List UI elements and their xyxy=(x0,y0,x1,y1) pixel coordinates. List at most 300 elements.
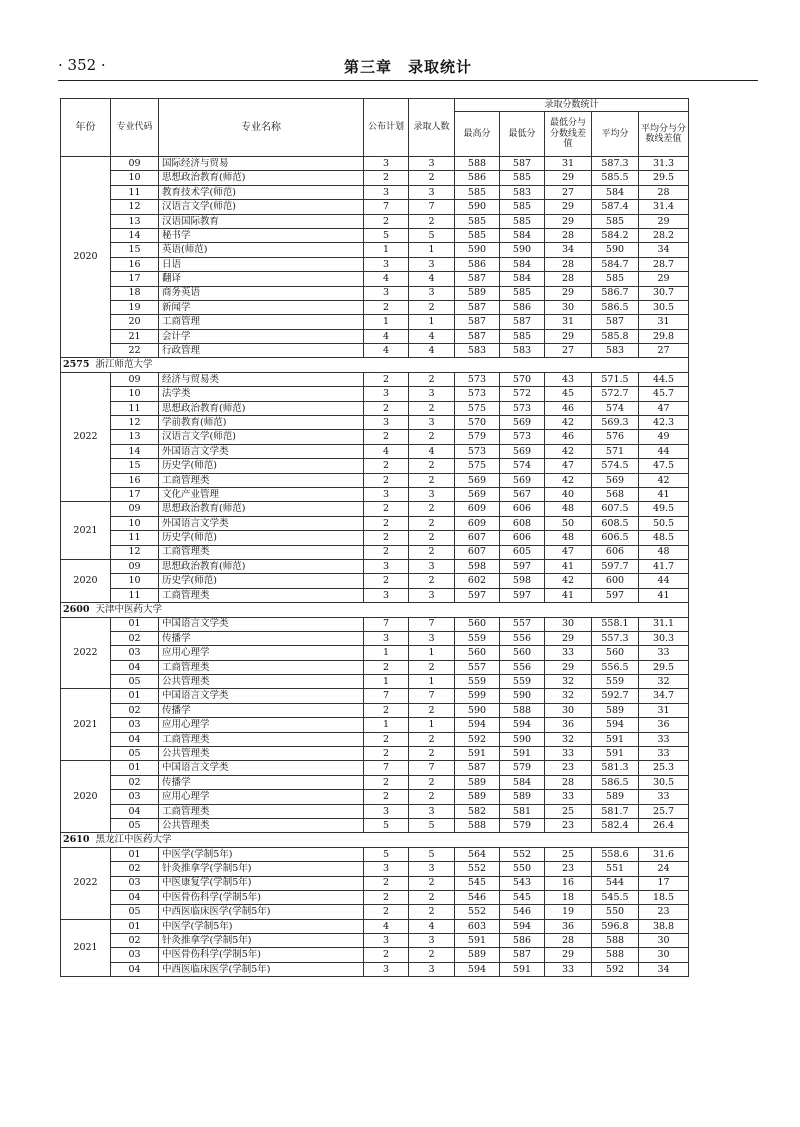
code-cell: 11 xyxy=(111,588,159,602)
year-cell: 2021 xyxy=(61,689,111,761)
name-cell: 中医学(学制5年) xyxy=(159,919,364,933)
plan-cell: 2 xyxy=(364,747,409,761)
admission-table xyxy=(60,98,689,977)
max-cell: 583 xyxy=(455,344,500,358)
min-diff-cell: 33 xyxy=(545,747,592,761)
admitted-cell: 3 xyxy=(409,934,455,948)
min-diff-cell: 32 xyxy=(545,689,592,703)
max-cell: 607 xyxy=(455,545,500,559)
name-cell: 思想政治教育(师范) xyxy=(159,171,364,185)
table-row xyxy=(61,675,689,689)
name-cell: 工商管理类 xyxy=(159,473,364,487)
max-cell: 570 xyxy=(455,416,500,430)
min-diff-cell: 30 xyxy=(545,703,592,717)
avg-diff-cell: 31 xyxy=(639,315,689,329)
code-cell: 01 xyxy=(111,761,159,775)
avg-diff-cell: 32 xyxy=(639,675,689,689)
min-diff-cell: 48 xyxy=(545,502,592,516)
code-cell: 13 xyxy=(111,214,159,228)
avg-diff-cell: 31.1 xyxy=(639,617,689,631)
code-cell: 12 xyxy=(111,416,159,430)
name-cell: 工商管理类 xyxy=(159,545,364,559)
code-cell: 09 xyxy=(111,559,159,573)
min-cell: 579 xyxy=(500,818,545,832)
table-row xyxy=(61,574,689,588)
min-cell: 597 xyxy=(500,588,545,602)
table-row xyxy=(61,387,689,401)
table-row xyxy=(61,660,689,674)
avg-cell: 584.7 xyxy=(592,257,639,271)
min-cell: 579 xyxy=(500,761,545,775)
table-body xyxy=(61,157,689,977)
min-diff-cell: 42 xyxy=(545,574,592,588)
min-cell: 584 xyxy=(500,228,545,242)
name-cell: 思想政治教育(师范) xyxy=(159,559,364,573)
plan-cell: 1 xyxy=(364,243,409,257)
min-cell: 585 xyxy=(500,214,545,228)
min-diff-cell: 48 xyxy=(545,531,592,545)
avg-diff-cell: 26.4 xyxy=(639,818,689,832)
admitted-cell: 2 xyxy=(409,890,455,904)
code-cell: 11 xyxy=(111,401,159,415)
avg-diff-cell: 29.8 xyxy=(639,329,689,343)
plan-cell: 3 xyxy=(364,934,409,948)
min-cell: 586 xyxy=(500,300,545,314)
min-cell: 597 xyxy=(500,559,545,573)
min-cell: 585 xyxy=(500,171,545,185)
name-cell: 工商管理类 xyxy=(159,588,364,602)
code-cell: 15 xyxy=(111,243,159,257)
max-cell: 589 xyxy=(455,790,500,804)
avg-cell: 588 xyxy=(592,948,639,962)
name-cell: 公共管理类 xyxy=(159,818,364,832)
plan-cell: 2 xyxy=(364,502,409,516)
admitted-cell: 3 xyxy=(409,416,455,430)
avg-diff-cell: 49.5 xyxy=(639,502,689,516)
avg-diff-cell: 24 xyxy=(639,862,689,876)
header-avg: 平均分 xyxy=(592,112,639,157)
admitted-cell: 2 xyxy=(409,372,455,386)
year-cell: 2020 xyxy=(61,157,111,358)
admitted-cell: 2 xyxy=(409,545,455,559)
min-diff-cell: 23 xyxy=(545,818,592,832)
name-cell: 法学类 xyxy=(159,387,364,401)
table-row xyxy=(61,718,689,732)
plan-cell: 2 xyxy=(364,300,409,314)
min-cell: 570 xyxy=(500,372,545,386)
admitted-cell: 2 xyxy=(409,473,455,487)
max-cell: 587 xyxy=(455,300,500,314)
max-cell: 591 xyxy=(455,934,500,948)
avg-diff-cell: 41.7 xyxy=(639,559,689,573)
max-cell: 552 xyxy=(455,862,500,876)
avg-cell: 558.1 xyxy=(592,617,639,631)
header-code: 专业代码 xyxy=(111,99,159,157)
code-cell: 15 xyxy=(111,459,159,473)
min-diff-cell: 19 xyxy=(545,905,592,919)
name-cell: 针灸推拿学(学制5年) xyxy=(159,934,364,948)
min-cell: 590 xyxy=(500,689,545,703)
avg-diff-cell: 27 xyxy=(639,344,689,358)
max-cell: 592 xyxy=(455,732,500,746)
avg-diff-cell: 17 xyxy=(639,876,689,890)
max-cell: 603 xyxy=(455,919,500,933)
min-cell: 591 xyxy=(500,747,545,761)
name-cell: 经济与贸易类 xyxy=(159,372,364,386)
min-cell: 560 xyxy=(500,646,545,660)
avg-cell: 589 xyxy=(592,703,639,717)
table-row xyxy=(61,790,689,804)
avg-cell: 585 xyxy=(592,214,639,228)
avg-cell: 592.7 xyxy=(592,689,639,703)
code-cell: 04 xyxy=(111,660,159,674)
name-cell: 中医骨伤科学(学制5年) xyxy=(159,948,364,962)
avg-cell: 558.6 xyxy=(592,847,639,861)
plan-cell: 2 xyxy=(364,660,409,674)
code-cell: 09 xyxy=(111,502,159,516)
avg-cell: 569 xyxy=(592,473,639,487)
min-cell: 556 xyxy=(500,660,545,674)
plan-cell: 2 xyxy=(364,459,409,473)
min-diff-cell: 47 xyxy=(545,545,592,559)
name-cell: 应用心理学 xyxy=(159,646,364,660)
code-cell: 03 xyxy=(111,718,159,732)
avg-cell: 608.5 xyxy=(592,516,639,530)
min-cell: 556 xyxy=(500,631,545,645)
admitted-cell: 2 xyxy=(409,775,455,789)
code-cell: 02 xyxy=(111,631,159,645)
min-cell: 557 xyxy=(500,617,545,631)
plan-cell: 3 xyxy=(364,631,409,645)
min-cell: 585 xyxy=(500,200,545,214)
header-score-group: 录取分数统计 xyxy=(455,99,689,112)
max-cell: 587 xyxy=(455,329,500,343)
avg-cell: 594 xyxy=(592,718,639,732)
avg-cell: 586.5 xyxy=(592,300,639,314)
max-cell: 587 xyxy=(455,272,500,286)
avg-cell: 585.8 xyxy=(592,329,639,343)
university-code: 2600 xyxy=(63,604,90,616)
max-cell: 597 xyxy=(455,588,500,602)
university-cell xyxy=(61,603,689,617)
max-cell: 569 xyxy=(455,473,500,487)
admitted-cell: 4 xyxy=(409,272,455,286)
table-row xyxy=(61,862,689,876)
name-cell: 工商管理 xyxy=(159,315,364,329)
name-cell: 汉语言文学(师范) xyxy=(159,430,364,444)
code-cell: 12 xyxy=(111,200,159,214)
avg-cell: 606.5 xyxy=(592,531,639,545)
name-cell: 中医骨伤科学(学制5年) xyxy=(159,890,364,904)
plan-cell: 4 xyxy=(364,344,409,358)
code-cell: 11 xyxy=(111,185,159,199)
university-cell xyxy=(61,358,689,372)
code-cell: 13 xyxy=(111,430,159,444)
plan-cell: 5 xyxy=(364,847,409,861)
plan-cell: 2 xyxy=(364,732,409,746)
min-cell: 583 xyxy=(500,185,545,199)
header-name: 专业名称 xyxy=(159,99,364,157)
admitted-cell: 2 xyxy=(409,430,455,444)
table-row xyxy=(61,775,689,789)
plan-cell: 3 xyxy=(364,185,409,199)
name-cell: 行政管理 xyxy=(159,344,364,358)
avg-diff-cell: 25.3 xyxy=(639,761,689,775)
avg-diff-cell: 44 xyxy=(639,444,689,458)
year-cell: 2022 xyxy=(61,372,111,502)
max-cell: 589 xyxy=(455,775,500,789)
admitted-cell: 2 xyxy=(409,747,455,761)
min-diff-cell: 25 xyxy=(545,804,592,818)
min-cell: 598 xyxy=(500,574,545,588)
plan-cell: 2 xyxy=(364,430,409,444)
max-cell: 588 xyxy=(455,157,500,171)
min-cell: 584 xyxy=(500,775,545,789)
name-cell: 商务英语 xyxy=(159,286,364,300)
code-cell: 01 xyxy=(111,689,159,703)
plan-cell: 2 xyxy=(364,531,409,545)
plan-cell: 3 xyxy=(364,257,409,271)
admitted-cell: 2 xyxy=(409,502,455,516)
name-cell: 外国语言文学类 xyxy=(159,444,364,458)
name-cell: 中国语言文学类 xyxy=(159,761,364,775)
min-diff-cell: 45 xyxy=(545,387,592,401)
max-cell: 569 xyxy=(455,487,500,501)
code-cell: 20 xyxy=(111,315,159,329)
avg-cell: 568 xyxy=(592,487,639,501)
table-row xyxy=(61,401,689,415)
avg-diff-cell: 31.3 xyxy=(639,157,689,171)
avg-diff-cell: 41 xyxy=(639,487,689,501)
min-cell: 605 xyxy=(500,545,545,559)
min-cell: 606 xyxy=(500,531,545,545)
avg-diff-cell: 38.8 xyxy=(639,919,689,933)
admitted-cell: 2 xyxy=(409,171,455,185)
code-cell: 14 xyxy=(111,228,159,242)
avg-cell: 590 xyxy=(592,243,639,257)
table-row xyxy=(61,588,689,602)
table-row xyxy=(61,804,689,818)
plan-cell: 2 xyxy=(364,516,409,530)
table-row xyxy=(61,300,689,314)
min-diff-cell: 33 xyxy=(545,646,592,660)
avg-cell: 574.5 xyxy=(592,459,639,473)
year-cell: 2021 xyxy=(61,919,111,977)
header-admitted: 录取人数 xyxy=(409,99,455,157)
admitted-cell: 2 xyxy=(409,401,455,415)
min-diff-cell: 46 xyxy=(545,430,592,444)
avg-diff-cell: 48 xyxy=(639,545,689,559)
plan-cell: 4 xyxy=(364,919,409,933)
avg-cell: 571.5 xyxy=(592,372,639,386)
min-cell: 584 xyxy=(500,257,545,271)
min-cell: 559 xyxy=(500,675,545,689)
avg-diff-cell: 34 xyxy=(639,243,689,257)
min-diff-cell: 27 xyxy=(545,185,592,199)
max-cell: 575 xyxy=(455,459,500,473)
header-min-diff: 最低分与分数线差值 xyxy=(545,112,592,157)
admitted-cell: 7 xyxy=(409,689,455,703)
table-row xyxy=(61,157,689,171)
plan-cell: 2 xyxy=(364,574,409,588)
header-year: 年份 xyxy=(61,99,111,157)
max-cell: 582 xyxy=(455,804,500,818)
min-diff-cell: 33 xyxy=(545,790,592,804)
plan-cell: 3 xyxy=(364,559,409,573)
min-cell: 567 xyxy=(500,487,545,501)
admitted-cell: 1 xyxy=(409,315,455,329)
min-cell: 569 xyxy=(500,444,545,458)
page-header xyxy=(58,56,758,78)
admitted-cell: 2 xyxy=(409,703,455,717)
table-row xyxy=(61,876,689,890)
min-diff-cell: 32 xyxy=(545,732,592,746)
admitted-cell: 2 xyxy=(409,214,455,228)
min-diff-cell: 29 xyxy=(545,660,592,674)
header-max: 最高分 xyxy=(455,112,500,157)
plan-cell: 2 xyxy=(364,545,409,559)
min-cell: 606 xyxy=(500,502,545,516)
admitted-cell: 3 xyxy=(409,387,455,401)
code-cell: 04 xyxy=(111,804,159,818)
admitted-cell: 3 xyxy=(409,559,455,573)
year-cell: 2020 xyxy=(61,761,111,833)
max-cell: 587 xyxy=(455,315,500,329)
avg-cell: 600 xyxy=(592,574,639,588)
year-cell: 2021 xyxy=(61,502,111,560)
avg-cell: 544 xyxy=(592,876,639,890)
avg-cell: 574 xyxy=(592,401,639,415)
avg-diff-cell: 28 xyxy=(639,185,689,199)
code-cell: 02 xyxy=(111,862,159,876)
min-diff-cell: 29 xyxy=(545,286,592,300)
admitted-cell: 2 xyxy=(409,459,455,473)
min-diff-cell: 36 xyxy=(545,919,592,933)
admitted-cell: 2 xyxy=(409,905,455,919)
avg-diff-cell: 30 xyxy=(639,948,689,962)
university-name: 天津中医药大学 xyxy=(95,604,162,616)
code-cell: 04 xyxy=(111,890,159,904)
table-row xyxy=(61,703,689,717)
code-cell: 12 xyxy=(111,545,159,559)
year-cell: 2020 xyxy=(61,559,111,602)
table-row xyxy=(61,286,689,300)
table-row xyxy=(61,243,689,257)
max-cell: 602 xyxy=(455,574,500,588)
admitted-cell: 2 xyxy=(409,732,455,746)
university-name: 浙江师范大学 xyxy=(95,359,153,371)
table-row xyxy=(61,948,689,962)
university-row xyxy=(61,358,689,372)
name-cell: 中医康复学(学制5年) xyxy=(159,876,364,890)
min-diff-cell: 28 xyxy=(545,934,592,948)
code-cell: 21 xyxy=(111,329,159,343)
max-cell: 590 xyxy=(455,703,500,717)
min-diff-cell: 47 xyxy=(545,459,592,473)
min-cell: 594 xyxy=(500,919,545,933)
university-code: 2575 xyxy=(63,359,90,371)
admitted-cell: 4 xyxy=(409,344,455,358)
min-cell: 589 xyxy=(500,790,545,804)
avg-diff-cell: 41 xyxy=(639,588,689,602)
max-cell: 609 xyxy=(455,516,500,530)
admitted-cell: 3 xyxy=(409,286,455,300)
min-diff-cell: 23 xyxy=(545,761,592,775)
min-diff-cell: 31 xyxy=(545,315,592,329)
avg-diff-cell: 36 xyxy=(639,718,689,732)
header-rule xyxy=(58,80,758,81)
admitted-cell: 1 xyxy=(409,243,455,257)
plan-cell: 2 xyxy=(364,890,409,904)
plan-cell: 7 xyxy=(364,761,409,775)
plan-cell: 7 xyxy=(364,617,409,631)
code-cell: 10 xyxy=(111,387,159,401)
header-avg-diff: 平均分与分数线差值 xyxy=(639,112,689,157)
min-cell: 594 xyxy=(500,718,545,732)
name-cell: 秘书学 xyxy=(159,228,364,242)
avg-cell: 587.3 xyxy=(592,157,639,171)
name-cell: 日语 xyxy=(159,257,364,271)
plan-cell: 5 xyxy=(364,818,409,832)
max-cell: 560 xyxy=(455,617,500,631)
table-row xyxy=(61,444,689,458)
avg-diff-cell: 30.7 xyxy=(639,286,689,300)
avg-diff-cell: 28.7 xyxy=(639,257,689,271)
name-cell: 公共管理类 xyxy=(159,675,364,689)
avg-cell: 560 xyxy=(592,646,639,660)
table-row xyxy=(61,732,689,746)
max-cell: 585 xyxy=(455,185,500,199)
name-cell: 外国语言文学类 xyxy=(159,516,364,530)
code-cell: 03 xyxy=(111,948,159,962)
avg-diff-cell: 42 xyxy=(639,473,689,487)
table-row xyxy=(61,559,689,573)
min-cell: 586 xyxy=(500,934,545,948)
avg-diff-cell: 25.7 xyxy=(639,804,689,818)
min-cell: 546 xyxy=(500,905,545,919)
table-row xyxy=(61,171,689,185)
avg-cell: 576 xyxy=(592,430,639,444)
table-row xyxy=(61,890,689,904)
plan-cell: 7 xyxy=(364,200,409,214)
min-diff-cell: 29 xyxy=(545,200,592,214)
code-cell: 01 xyxy=(111,617,159,631)
avg-cell: 557.3 xyxy=(592,631,639,645)
table-row xyxy=(61,416,689,430)
plan-cell: 1 xyxy=(364,646,409,660)
name-cell: 中西医临床医学(学制5年) xyxy=(159,905,364,919)
avg-cell: 586.5 xyxy=(592,775,639,789)
table-row xyxy=(61,214,689,228)
code-cell: 17 xyxy=(111,272,159,286)
min-cell: 588 xyxy=(500,703,545,717)
admitted-cell: 5 xyxy=(409,818,455,832)
table-row xyxy=(61,315,689,329)
min-diff-cell: 32 xyxy=(545,675,592,689)
table-row xyxy=(61,818,689,832)
max-cell: 579 xyxy=(455,430,500,444)
min-diff-cell: 30 xyxy=(545,300,592,314)
admitted-cell: 2 xyxy=(409,516,455,530)
plan-cell: 1 xyxy=(364,315,409,329)
avg-diff-cell: 28.2 xyxy=(639,228,689,242)
name-cell: 思想政治教育(师范) xyxy=(159,401,364,415)
avg-diff-cell: 34 xyxy=(639,962,689,976)
avg-diff-cell: 33 xyxy=(639,646,689,660)
avg-diff-cell: 48.5 xyxy=(639,531,689,545)
max-cell: 607 xyxy=(455,531,500,545)
min-diff-cell: 28 xyxy=(545,228,592,242)
